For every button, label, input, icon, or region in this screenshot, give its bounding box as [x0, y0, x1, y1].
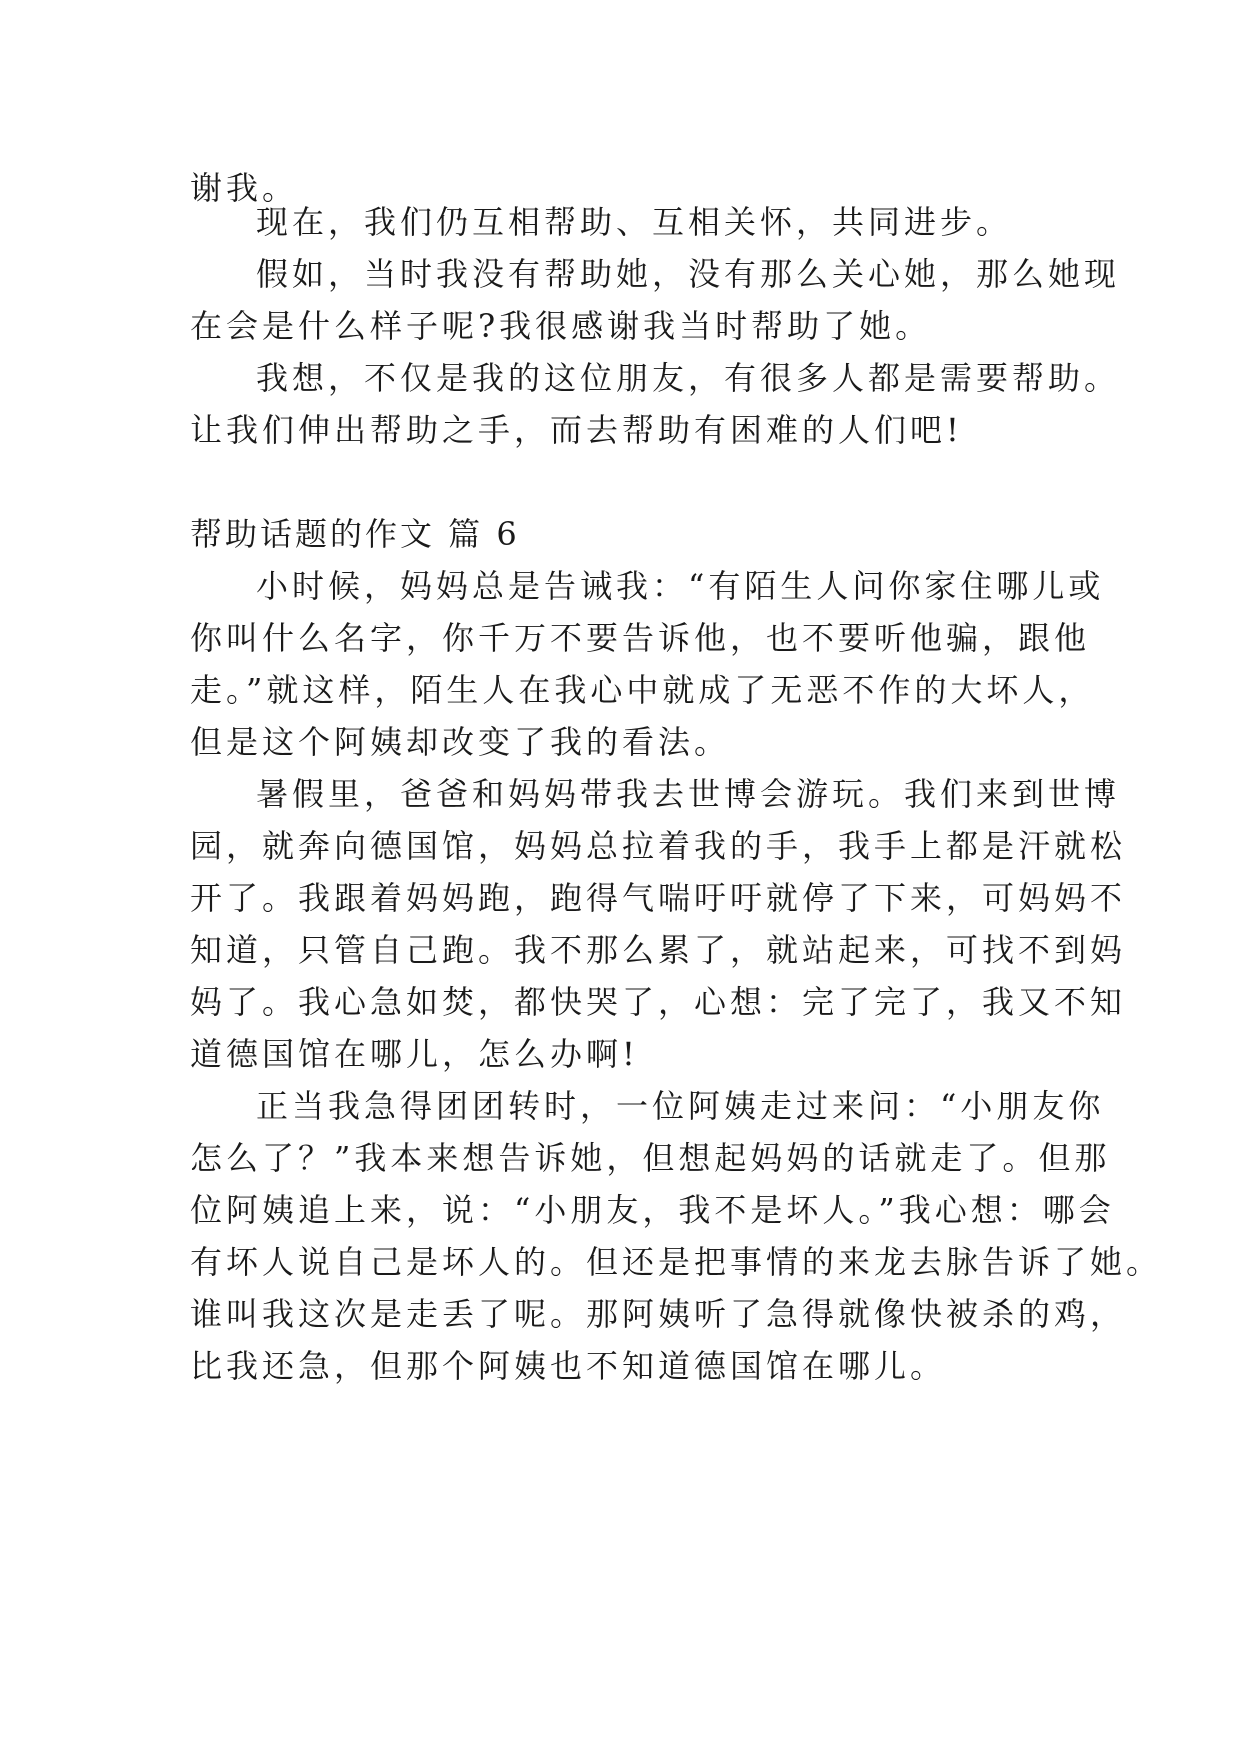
paragraph-line: 暑假里，爸爸和妈妈带我去世博会游玩。我们来到世博: [256, 775, 1121, 813]
paragraph-line: 走。”就这样，陌生人在我心中就成了无恶不作的大坏人，: [190, 671, 1095, 709]
paragraph-line: 现在，我们仍互相帮助、互相关怀，共同进步。: [256, 203, 1013, 241]
section-heading: 帮助话题的作文 篇 6: [190, 515, 520, 553]
paragraph-line: 谢我。: [190, 169, 299, 207]
paragraph-line: 在会是什么样子呢?我很感谢我当时帮助了她。: [190, 307, 932, 345]
paragraph-line: 妈了。我心急如焚，都快哭了，心想：完了完了，我又不知: [190, 983, 1127, 1021]
paragraph-line: 让我们伸出帮助之手，而去帮助有困难的人们吧!: [190, 411, 963, 449]
paragraph-line: 正当我急得团团转时，一位阿姨走过来问：“小朋友你: [256, 1087, 1105, 1125]
paragraph-line: 有坏人说自己是坏人的。但还是把事情的来龙去脉告诉了她。: [190, 1243, 1163, 1281]
paragraph-line: 园，就奔向德国馆，妈妈总拉着我的手，我手上都是汗就松: [190, 827, 1127, 865]
paragraph-line: 怎么了？”我本来想告诉她，但想起妈妈的话就走了。但那: [190, 1139, 1111, 1177]
paragraph-line: 位阿姨追上来，说：“小朋友，我不是坏人。”我心想：哪会: [190, 1191, 1115, 1229]
paragraph-line: 比我还急，但那个阿姨也不知道德国馆在哪儿。: [190, 1347, 947, 1385]
paragraph-line: 我想，不仅是我的这位朋友，有很多人都是需要帮助。: [256, 359, 1121, 397]
paragraph-line: 开了。我跟着妈妈跑，跑得气喘吁吁就停了下来，可妈妈不: [190, 879, 1127, 917]
paragraph-line: 谁叫我这次是走丢了呢。那阿姨听了急得就像快被杀的鸡，: [190, 1295, 1127, 1333]
paragraph-line: 小时候，妈妈总是告诫我：“有陌生人问你家住哪儿或: [256, 567, 1105, 605]
paragraph-line: 道德国馆在哪儿，怎么办啊!: [190, 1035, 639, 1073]
paragraph-line: 你叫什么名字，你千万不要告诉他，也不要听他骗，跟他: [190, 619, 1091, 657]
paragraph-line: 假如，当时我没有帮助她，没有那么关心她，那么她现: [256, 255, 1121, 293]
paragraph-line: 知道，只管自己跑。我不那么累了，就站起来，可找不到妈: [190, 931, 1127, 969]
paragraph-line: 但是这个阿姨却改变了我的看法。: [190, 723, 731, 761]
